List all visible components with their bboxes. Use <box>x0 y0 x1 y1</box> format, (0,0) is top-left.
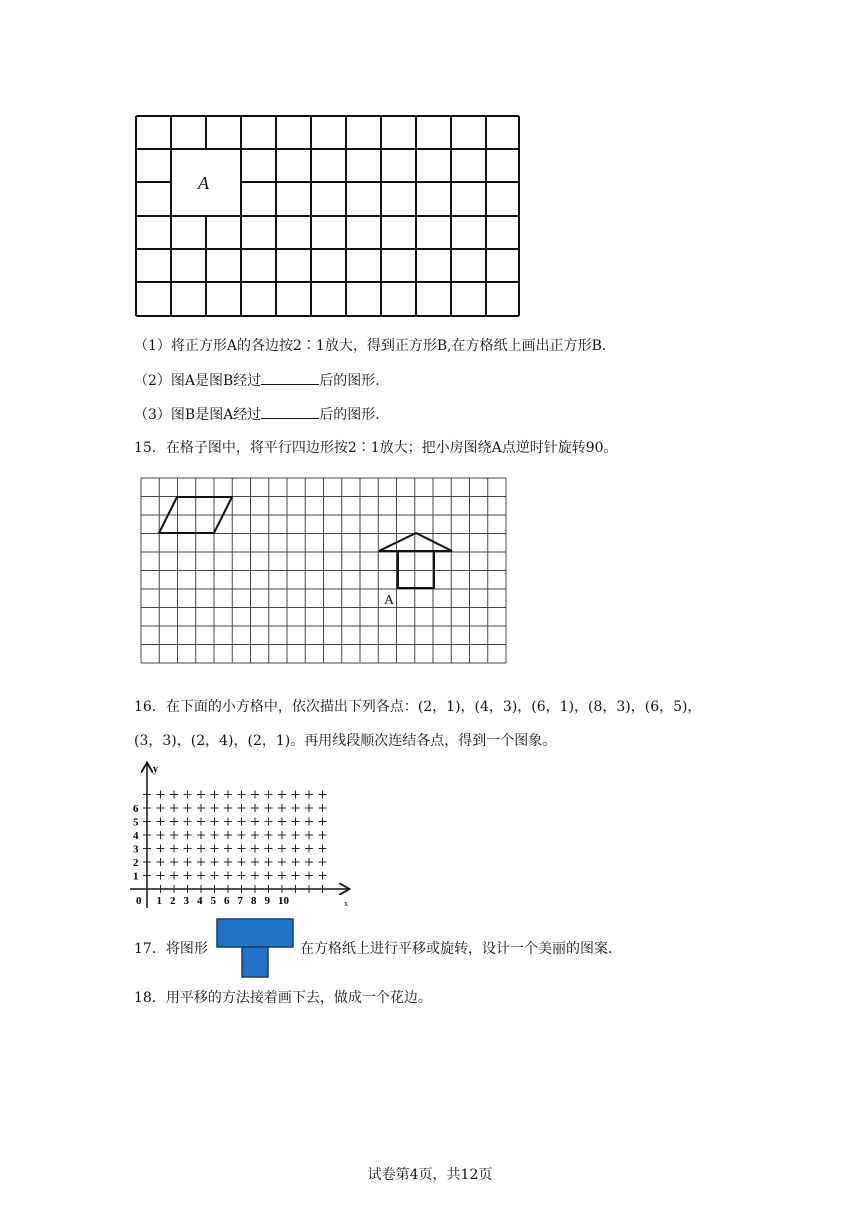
q14-item-2-pre: （2）图A是图B经过 <box>134 373 262 389</box>
y-tick-label: 5 <box>133 816 139 829</box>
x-axis-label: x <box>344 899 348 908</box>
x-tick-label: 10 <box>278 895 289 907</box>
q14-item-2 <box>134 370 389 391</box>
y-tick-label: 1 <box>133 870 139 883</box>
x-tick-label: 6 <box>224 895 230 907</box>
x-tick-label: 4 <box>197 895 203 907</box>
q16-question-line-1: 16．在下面的小方格中，依次描出下列各点：(2，1)，(4，3)，(6，1)，(8，3)，(6，5)， <box>134 699 702 715</box>
t-shape-stem <box>242 947 268 977</box>
x-tick-label: 2 <box>170 895 176 907</box>
square-a-label: A <box>198 173 209 193</box>
house-shape <box>379 533 452 588</box>
q14-item-1: （1）将正方形A的各边按2∶1放大，得到正方形B,在方格纸上画出正方形B． <box>134 338 616 354</box>
grid-parallelogram-house <box>140 477 510 665</box>
x-tick-label: 9 <box>264 895 270 907</box>
x-tick-label: 1 <box>156 895 162 907</box>
y-tick-label: 3 <box>133 843 139 856</box>
t-shape-figure <box>216 918 296 978</box>
q17-question-pre: 17．将图形 <box>134 941 208 957</box>
house-point-a-label: A <box>384 593 395 608</box>
y-tick-label: 6 <box>133 803 139 815</box>
x-tick-label: 8 <box>251 895 257 907</box>
y-axis-label: y <box>153 764 158 775</box>
grid-square-a <box>134 114 522 318</box>
y-tick-label: 4 <box>133 830 139 842</box>
x-tick-label: 5 <box>210 895 216 907</box>
y-tick-label: 2 <box>133 857 139 869</box>
q16-question-line-2: (3，3)，(2，4)，(2，1)。再用线段顺次连结各点，得到一个图象。 <box>134 733 557 749</box>
coordinate-grid <box>126 760 356 910</box>
q17-question-post: 在方格纸上进行平移或旋转，设计一个美丽的图案． <box>300 941 622 957</box>
q14-item-3-blank[interactable] <box>261 404 319 419</box>
q18-question: 18．用平移的方法接着画下去，做成一个花边。 <box>134 990 432 1006</box>
x-tick-label: 3 <box>183 895 189 907</box>
q14-item-3 <box>134 404 389 425</box>
x-tick-label: 7 <box>237 895 243 907</box>
q14-item-2-blank[interactable] <box>261 370 319 385</box>
q14-item-2-post: 后的图形． <box>319 373 390 389</box>
q15-question: 15．在格子图中，将平行四边形按2∶1放大；把小房图绕A点逆时针旋转90。 <box>134 440 618 456</box>
q14-item-3-pre: （3）图B是图A经过 <box>134 407 262 423</box>
t-shape-top <box>217 919 293 947</box>
page-footer: 试卷第4页，共12页 <box>367 1167 493 1183</box>
origin-label: 0 <box>136 895 142 907</box>
q14-item-3-post: 后的图形． <box>319 407 390 423</box>
